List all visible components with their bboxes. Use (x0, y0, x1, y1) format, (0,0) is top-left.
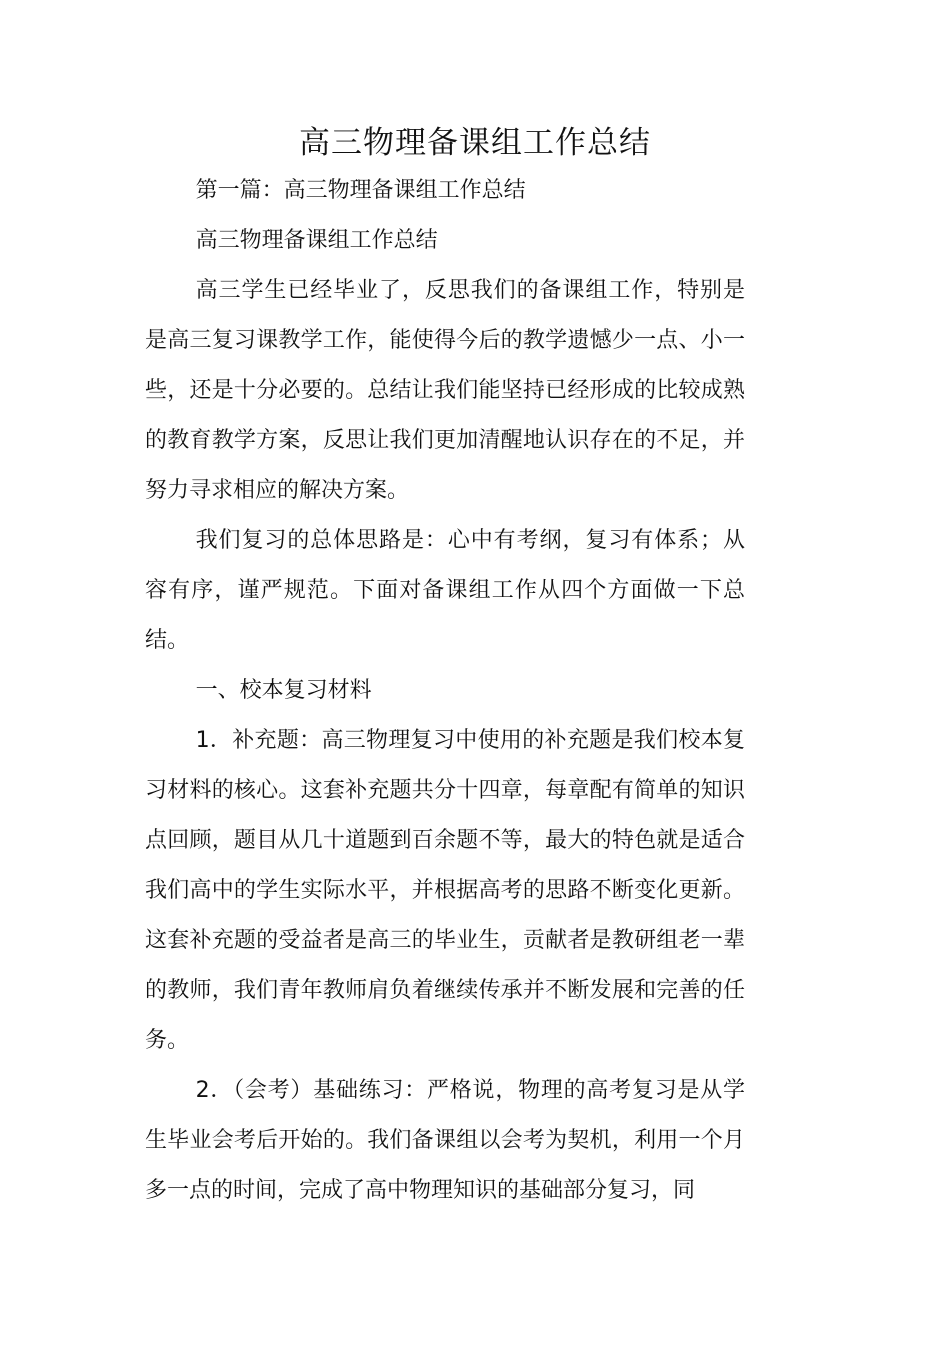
section-heading-part-one: 第一篇：高三物理备课组工作总结 (195, 178, 526, 203)
paragraph-approach: 我们复习的总体思路是：心中有考纲，复习有体系；从容有序，谨严规范。下面对备课组工作从四个方面做一下总结。 (145, 528, 745, 653)
paragraph-intro: 高三学生已经毕业了，反思我们的备课组工作，特别是是高三复习课教学工作，能使得今后的教学遗憾少一点、小一些，还是十分必要的。总结让我们能坚持已经形成的比较成熟的教育教学方案，反思让我们更加清醒地认识存在的不足，并努力寻求相应的解决方案。 (145, 278, 745, 503)
document-title: 高三物理备课组工作总结 (299, 125, 651, 161)
paragraph-basic-practice: 2．（会考）基础练习：严格说，物理的高考复习是从学生毕业会考后开始的。我们备课组以会考为契机，利用一个月多一点的时间，完成了高中物理知识的基础部分复习，同 (145, 1078, 745, 1203)
paragraph-supplementary-problems: 1．补充题：高三物理复习中使用的补充题是我们校本复习材料的核心。这套补充题共分十四章，每章配有简单的知识点回顾，题目从几十道题到百余题不等，最大的特色就是适合我们高中的学生实际水平，并根据高考的思路不断变化更新。这套补充题的受益者是高三的毕业生，贡献者是教研组老一辈的教师，我们青年教师肩负着继续传承并不断发展和完善的任务。 (145, 728, 745, 1053)
section-heading-materials: 一、校本复习材料 (195, 678, 372, 703)
subtitle: 高三物理备课组工作总结 (195, 228, 438, 253)
document-body (145, 166, 745, 1216)
